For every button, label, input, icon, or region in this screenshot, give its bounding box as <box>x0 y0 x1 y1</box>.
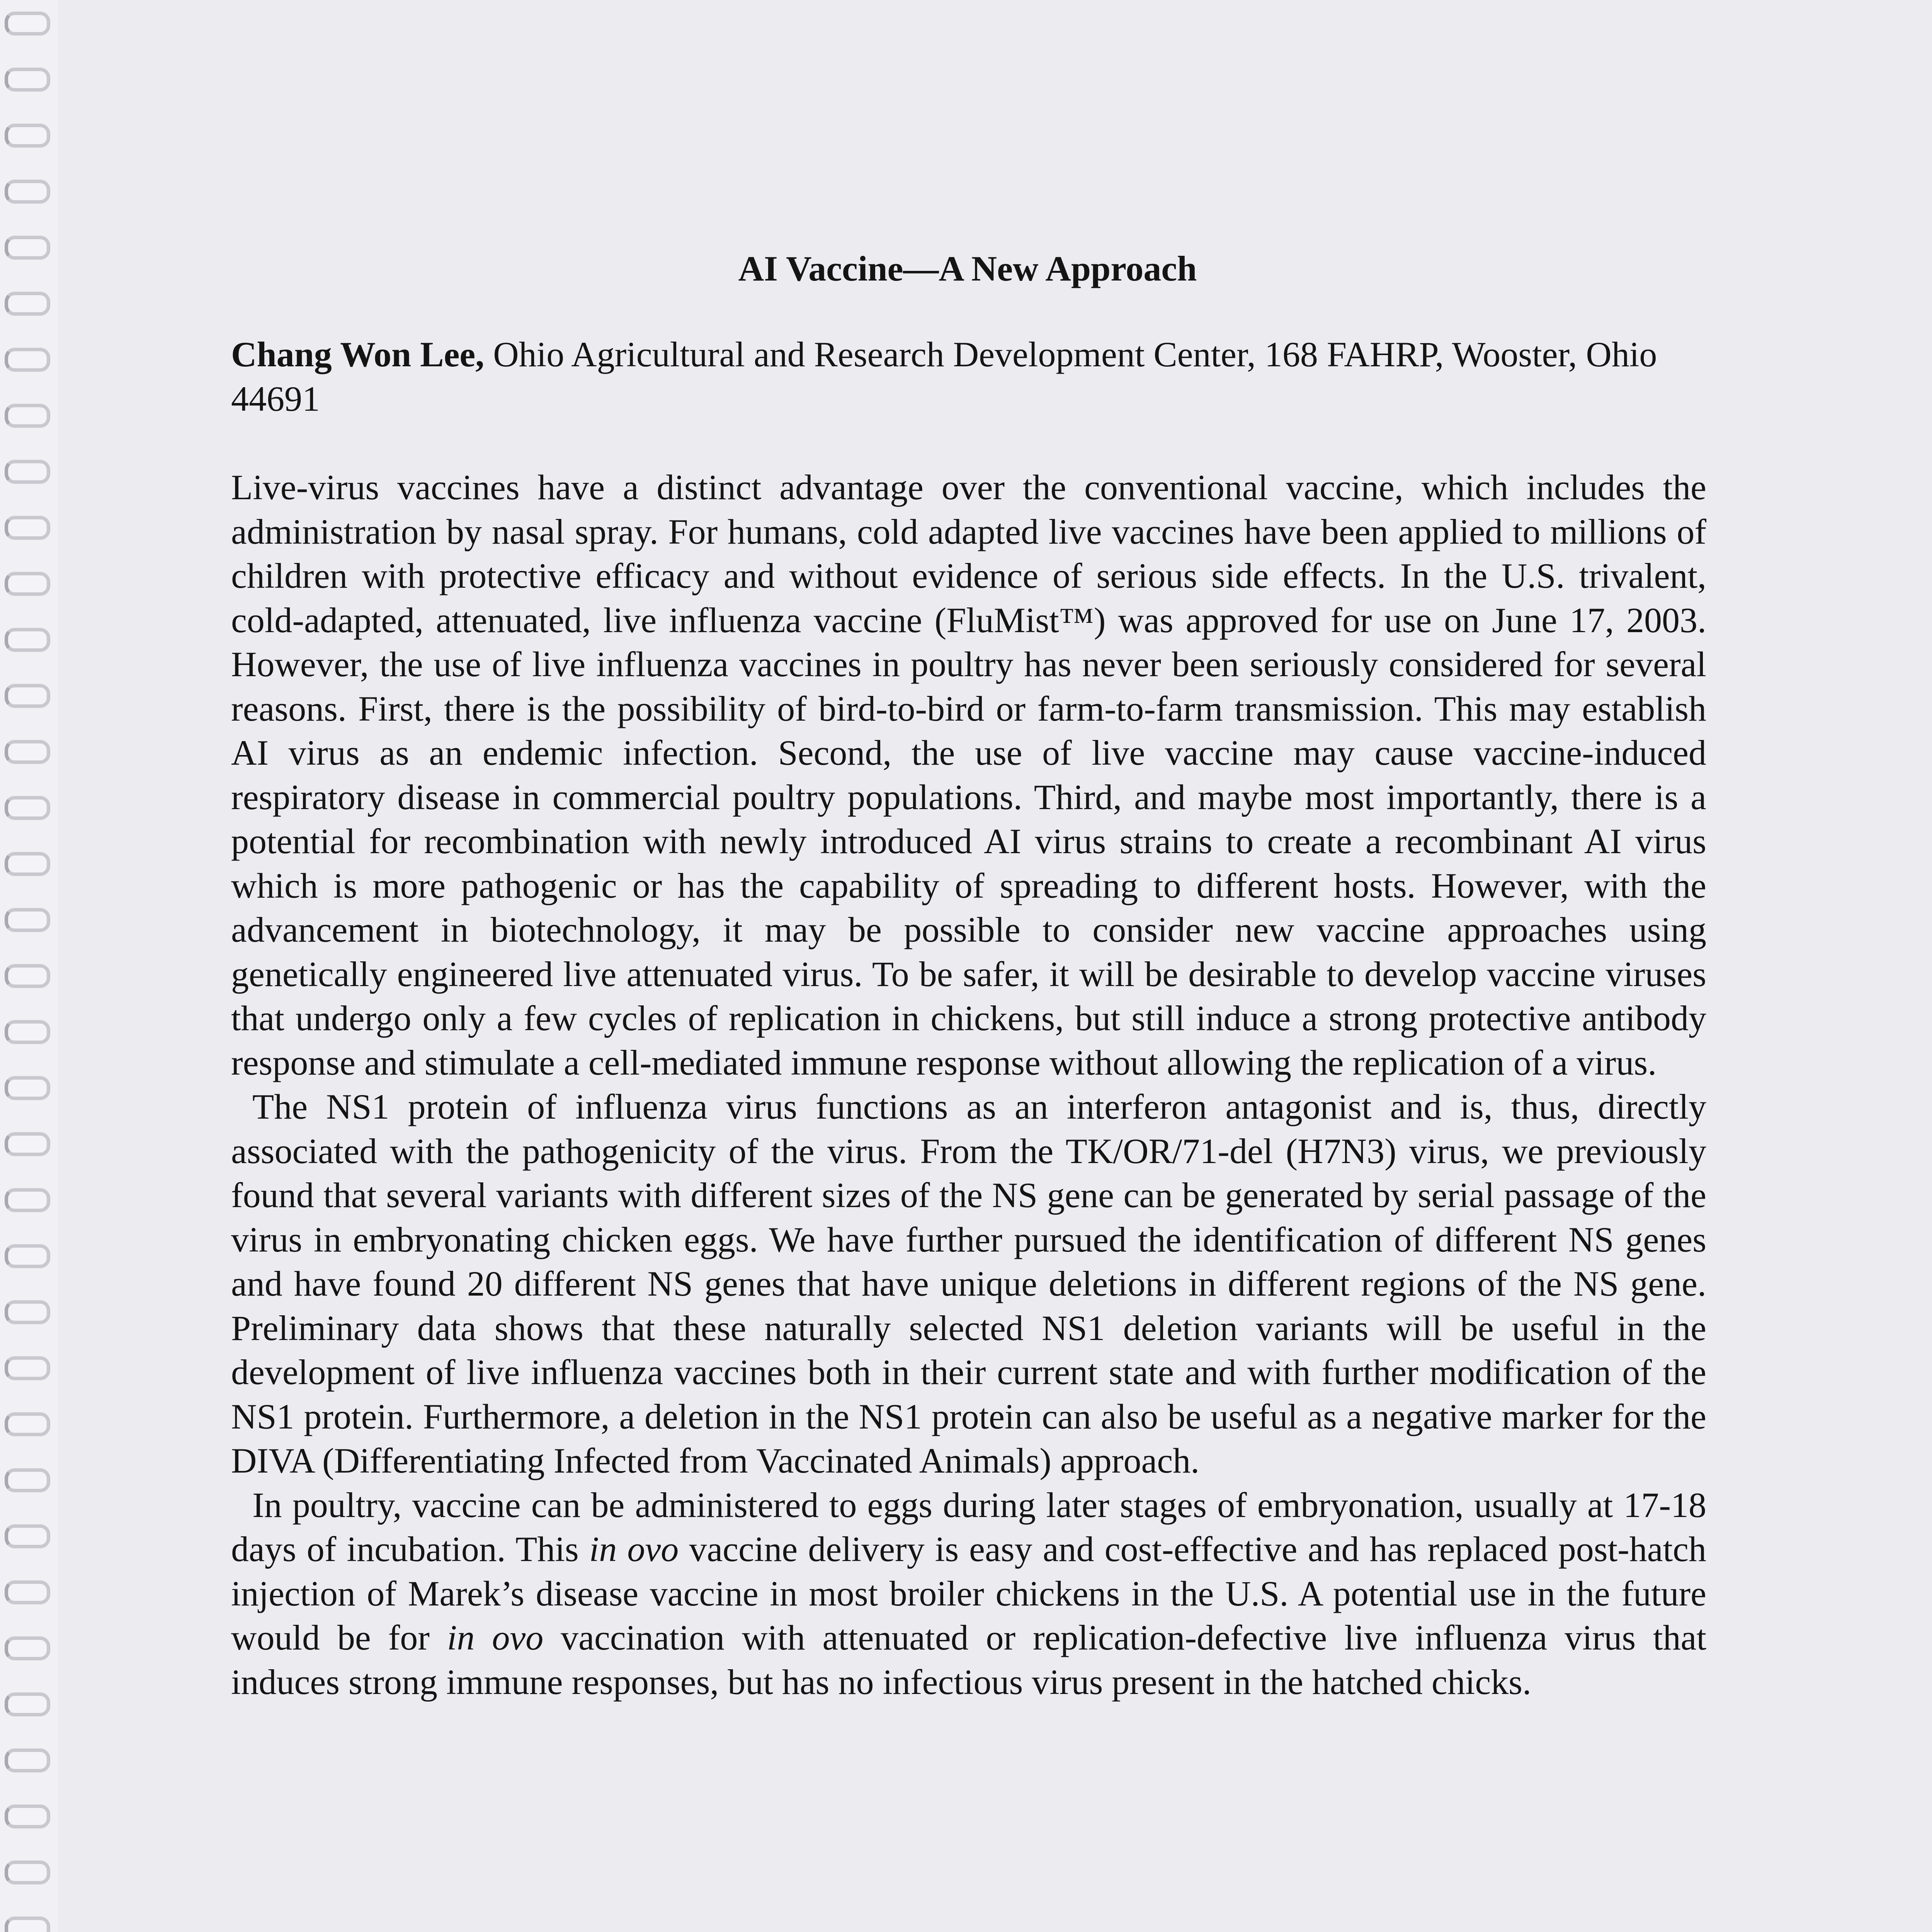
binding-ring <box>5 964 50 988</box>
affiliation-text: Ohio Agricultural and Research Development Center, 168 FAHRP, Wooster, Ohio 44691 <box>231 335 1657 418</box>
binding-ring <box>5 1917 50 1932</box>
binding-ring <box>5 1132 50 1156</box>
paragraph-3-italic: in ovo <box>447 1618 544 1657</box>
binding-ring <box>5 1020 50 1044</box>
binding-ring <box>5 628 50 652</box>
binding-ring <box>5 12 50 36</box>
binding-ring <box>5 908 50 932</box>
binding-ring <box>5 852 50 876</box>
binding-ring <box>5 1300 50 1324</box>
binding-ring <box>5 404 50 428</box>
binding-ring <box>5 684 50 708</box>
binding-ring <box>5 1748 50 1772</box>
binding-ring <box>5 1861 50 1884</box>
binding-ring <box>5 180 50 204</box>
paragraph-3 <box>231 1483 1706 1704</box>
article-body <box>231 332 1706 1704</box>
binding-ring <box>5 124 50 148</box>
binding-ring <box>5 1580 50 1604</box>
binding-ring <box>5 1076 50 1100</box>
binding-ring <box>5 1468 50 1492</box>
binding-ring <box>5 1692 50 1716</box>
binding-ring <box>5 1244 50 1268</box>
author-affiliation <box>231 332 1706 421</box>
binding-ring <box>5 740 50 764</box>
spiral-binding <box>0 0 58 1932</box>
paragraph-3-text: In poultry, vaccine can be administered to eggs during later stages of embryonation, usually at 17-18 days of incubation. This <box>231 1485 1706 1569</box>
paragraph-3-text: vaccine delivery is easy and cost-effective and has replaced post-hatch injection of Marek’s disease vaccine in most broiler chickens in the U.S. A potential use in the future would be for <box>231 1529 1706 1657</box>
author-name: Chang Won Lee, <box>231 335 485 374</box>
page-title: AI Vaccine—A New Approach <box>738 249 1197 288</box>
paragraph-3-italic: in ovo <box>589 1529 679 1569</box>
binding-ring <box>5 572 50 596</box>
binding-ring <box>5 1412 50 1436</box>
binding-ring <box>5 1356 50 1380</box>
binding-ring <box>5 348 50 372</box>
binding-ring <box>5 1804 50 1828</box>
paragraph-3-text: vaccination with attenuated or replication-defective live influenza virus that induces strong immune responses, but has no infectious virus present in the hatched chicks. <box>231 1618 1707 1702</box>
paragraph-1: Live-virus vaccines have a distinct advantage over the conventional vaccine, which includes the administration by nasal spray. For humans, cold adapted live vaccines have been applied to millions of children with protective efficacy and without evidence of serious side effects. In the U.S. trivalent, cold-adapted, attenuated, live influenza vaccine (FluMist™) was approved for use on June 17, 2003. However, the use of live influenza vaccines in poultry has never been seriously considered for several reasons. First, there is the possibility of bird-to-bird or farm-to-farm transmission. This may establish AI virus as an endemic infection. Second, the use of live vaccine may cause vaccine-induced respiratory disease in commercial poultry populations. Third, and maybe most importantly, there is a potential for recombination with newly introduced AI virus strains to create a recombinant AI virus which is more pathogenic or has the capability of spreading to different hosts. However, with the advancement in biotechnology, it may be possible to consider new vaccine approaches using genetically engineered live attenuated virus. To be safer, it will be desirable to develop vaccine viruses that undergo only a few cycles of replication in chickens, but still induce a strong protective antibody response and stimulate a cell-mediated immune response without allowing the replication of a virus. <box>231 468 1706 1082</box>
paragraph-2: The NS1 protein of influenza virus functions as an interferon antagonist and is, thus, directly associated with the pathogenicity of the virus. From the TK/OR/71-del (H7N3) virus, we previously found that several variants with different sizes of the NS gene can be generated by serial passage of the virus in embryonating chicken eggs. We have further pursued the identification of different NS genes and have found 20 different NS genes that have unique deletions in different regions of the NS gene. Preliminary data shows that these naturally selected NS1 deletion variants will be useful in the development of live influenza vaccines both in their current state and with further modification of the NS1 protein. Furthermore, a deletion in the NS1 protein can also be useful as a negative marker for the DIVA (Differentiating Infected from Vaccinated Animals) approach. <box>231 1087 1706 1480</box>
binding-ring <box>5 516 50 540</box>
binding-ring <box>5 1524 50 1548</box>
binding-ring <box>5 68 50 92</box>
binding-ring <box>5 1636 50 1660</box>
binding-ring <box>5 292 50 316</box>
binding-ring <box>5 796 50 820</box>
binding-ring <box>5 460 50 484</box>
binding-ring <box>5 1188 50 1212</box>
